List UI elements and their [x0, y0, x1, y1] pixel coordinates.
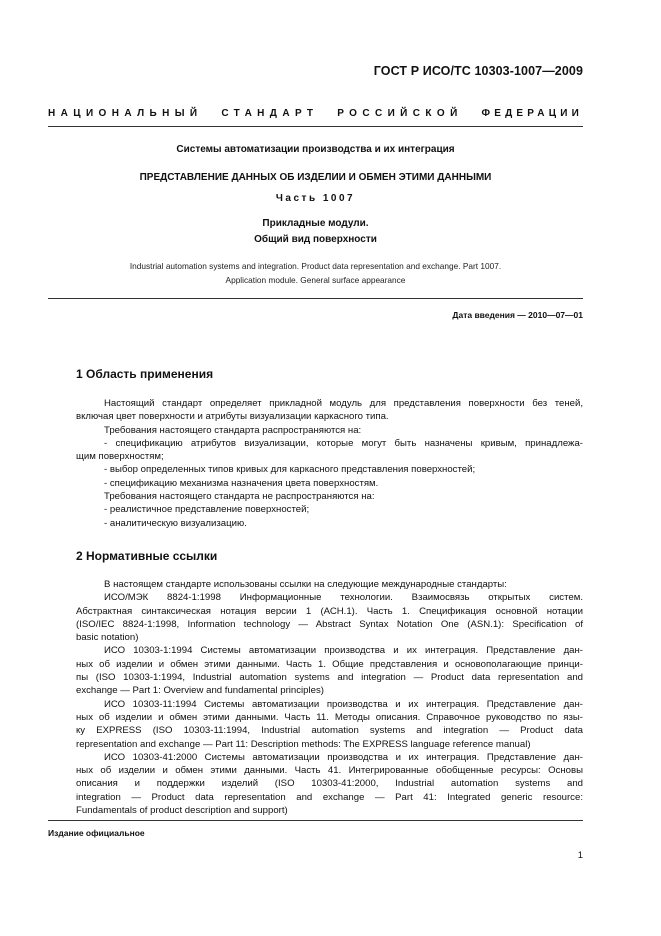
footer-rule [48, 820, 583, 821]
text-line: representation and exchange — Part 11: Description methods: The EXPRESS language reference manual) [76, 738, 531, 750]
banner-word: НАЦИОНАЛЬНЫЙ [48, 108, 203, 119]
text-line: описания и поддержки изделий (ISO 10303-41:2000, Industrial automation systems and [76, 778, 583, 790]
text-line: Настоящий стандарт определяет прикладной модуль для представления поверхности без теней, [104, 398, 583, 409]
subtitle [48, 216, 583, 248]
text-line: - спецификацию атрибутов визуализации, которые могут быть назначены кривым, принадлежа- [104, 437, 583, 449]
page-number: 1 [577, 850, 583, 861]
part-title: Часть 1007 [275, 193, 356, 204]
text-line: exchange — Part 1: Overview and fundamental principles) [76, 685, 324, 697]
text-line: пы (ISO 10303-1:1994, Industrial automation systems and integration — Product data representation and [76, 672, 583, 684]
section-2-heading: 2 Нормативные ссылки [76, 549, 218, 563]
text-line: В настоящем стандарте использованы ссылки на следующие международные стандарты: [104, 579, 507, 590]
text-line: - выбор определенных типов кривых для каркасного представления поверхностей; [104, 464, 476, 476]
english-title [48, 259, 583, 287]
section-2-body [76, 578, 583, 817]
text-line: ных об изделии и обмен этими данными. Часть 11. Методы описания. Справочное руководство по язы- [76, 711, 583, 723]
text-line: ИСО 10303-11:1994 Системы автоматизации производства и их интеграция. Представление дан- [104, 698, 583, 710]
banner-word: ФЕДЕРАЦИИ [481, 108, 583, 119]
series-title: Системы автоматизации производства и их интеграция [176, 144, 455, 155]
introduction-date: Дата введения — 2010—07—01 [452, 310, 583, 320]
text-line: ных об изделии и обмен этими данными. Часть 1. Общие представления и основополагающие принци- [76, 658, 583, 670]
text-line: ИСО 10303-41:2000 Системы автоматизации производства и их интеграция. Представление дан- [104, 751, 583, 763]
banner-word: РОССИЙСКОЙ [337, 108, 463, 119]
section-1-heading: 1 Область применения [76, 367, 214, 381]
text-line: - спецификацию механизма назначения цвета поверхностям. [104, 477, 379, 489]
text-line: basic notation) [76, 632, 139, 644]
text-line: включая цвет поверхности и атрибуты визуализации каркасного типа. [76, 411, 389, 423]
text-line: integration — Product data representation and exchange — Part 41: Integrated generic resource: [76, 791, 583, 803]
text-line: ных об изделии и обмен этими данными. Часть 41. Интегрированные обобщенные ресурсы: Основы [76, 765, 583, 777]
text-line: Абстрактная синтаксическая нотация версии 1 (АСН.1). Часть 1. Спецификация основной нотации [76, 605, 583, 617]
text-line: (ISO/IEC 8824-1:1998, Information technology — Abstract Syntax Notation One (ASN.1): Specification of [76, 618, 583, 630]
text-line: ИСО 10303-1:1994 Системы автоматизации производства и их интеграция. Представление дан- [104, 645, 583, 657]
national-standard-banner [48, 108, 583, 119]
text-line: - аналитическую визуализацию. [104, 517, 247, 529]
subtitle-line: Общий вид поверхности [254, 234, 377, 245]
edition-label: Издание официальное [48, 828, 145, 838]
section-1-body [76, 397, 583, 530]
title-rule [48, 298, 583, 299]
top-rule [48, 126, 583, 127]
text-line: Fundamentals of product description and support) [76, 805, 288, 817]
english-title-line: Industrial automation systems and integration. Product data representation and exchange. Part 1007. [129, 261, 502, 271]
document-code: ГОСТ Р ИСО/ТС 10303-1007—2009 [373, 64, 583, 78]
banner-word: СТАНДАРТ [221, 108, 319, 119]
main-title: ПРЕДСТАВЛЕНИЕ ДАННЫХ ОБ ИЗДЕЛИИ И ОБМЕН ЭТИМИ ДАННЫМИ [139, 172, 492, 183]
text-line: - реалистичное представление поверхностей; [104, 504, 310, 516]
text-line: ку EXPRESS (ISO 10303-11:1994, Industrial automation systems and integration — Product data [76, 725, 583, 737]
subtitle-line: Прикладные модули. [262, 218, 369, 229]
text-line: щим поверхностям; [76, 451, 164, 463]
english-title-line: Application module. General surface appearance [225, 275, 406, 285]
text-line: Требования настоящего стандарта распространяются на: [104, 424, 362, 436]
text-line: ИСО/МЭК 8824-1:1998 Информационные технологии. Взаимосвязь открытых систем. [104, 592, 583, 604]
text-line: Требования настоящего стандарта не распространяются на: [104, 491, 375, 503]
